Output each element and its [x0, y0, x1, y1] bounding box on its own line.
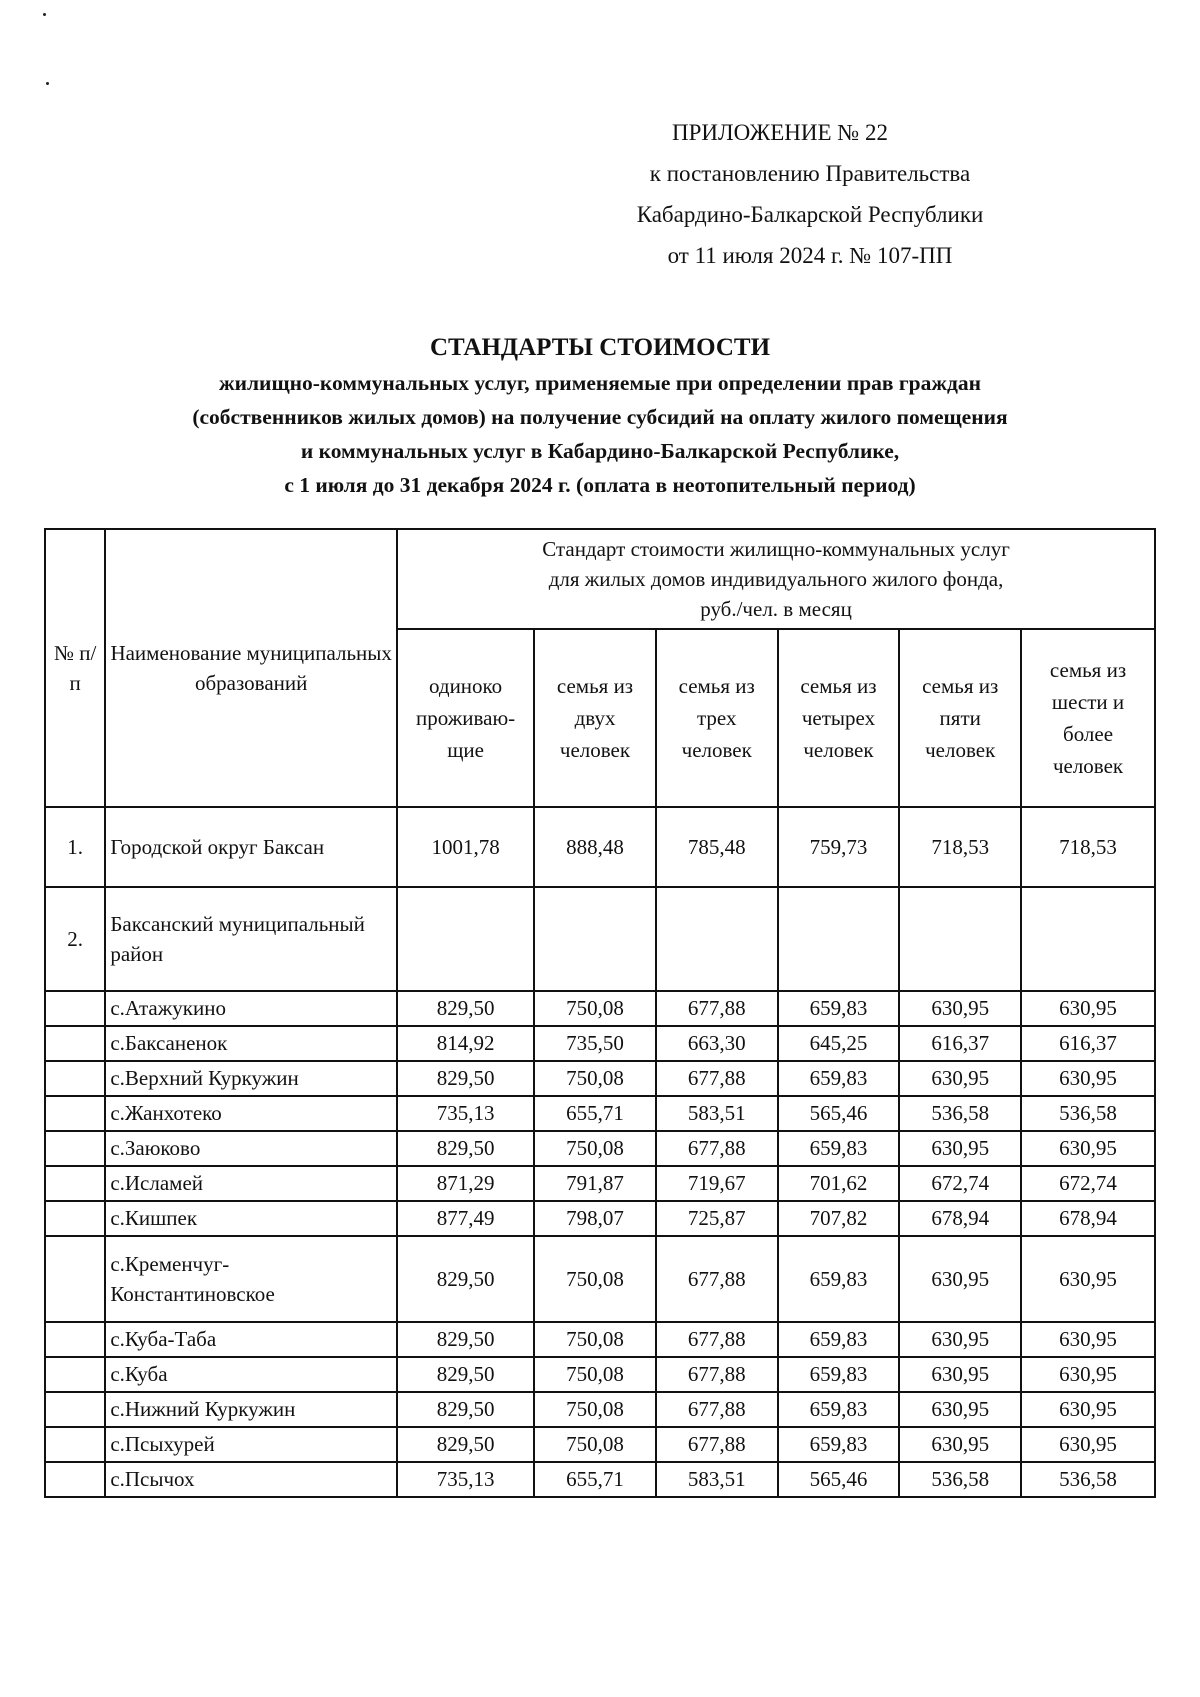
value-cell: 630,95	[1021, 1427, 1155, 1462]
value-cell: 536,58	[899, 1462, 1021, 1497]
value-cell: 677,88	[656, 1427, 778, 1462]
row-name: Городской округ Баксан	[105, 807, 397, 887]
row-name: с.Заюково	[105, 1131, 397, 1166]
title-line-3: и коммунальных услуг в Кабардино-Балкарской Республике,	[300, 439, 900, 463]
value-cell: 718,53	[899, 807, 1021, 887]
value-cell: 829,50	[397, 1236, 534, 1322]
table-row	[45, 1462, 1155, 1497]
header-group-line-2: для жилых домов индивидуального жилого фонда,	[548, 567, 1004, 591]
value-cell: 678,94	[1021, 1201, 1155, 1236]
value-cell: 701,62	[778, 1166, 900, 1201]
value-cell: 659,83	[778, 1131, 900, 1166]
value-cell: 536,58	[899, 1096, 1021, 1131]
row-name: с.Нижний Куркужин	[105, 1392, 397, 1427]
row-name: с.Верхний Куркужин	[105, 1061, 397, 1096]
value-cell: 829,50	[397, 1322, 534, 1357]
value-cell: 565,46	[778, 1096, 900, 1131]
value-cell: 630,95	[1021, 1236, 1155, 1322]
value-cell: 719,67	[656, 1166, 778, 1201]
value-cell: 616,37	[899, 1026, 1021, 1061]
value-cell: 829,50	[397, 1392, 534, 1427]
row-name: с.Жанхотеко	[105, 1096, 397, 1131]
table-row	[45, 1026, 1155, 1061]
row-index	[45, 1392, 105, 1427]
value-cell: 630,95	[899, 1322, 1021, 1357]
table-row	[45, 807, 1155, 887]
title-main: СТАНДАРТЫ СТОИМОСТИ	[429, 334, 771, 361]
table-row	[45, 1357, 1155, 1392]
scan-speck	[46, 82, 49, 85]
row-name: с.Куба	[105, 1357, 397, 1392]
appendix-republic: Кабардино-Балкарской Республики	[636, 202, 984, 227]
value-cell: 655,71	[534, 1096, 656, 1131]
value-cell: 672,74	[1021, 1166, 1155, 1201]
value-cell: 677,88	[656, 1322, 778, 1357]
value-cell: 750,08	[534, 1427, 656, 1462]
row-index	[45, 1166, 105, 1201]
value-cell: 750,08	[534, 1131, 656, 1166]
header-col-six-plus: семья из шести и более человек	[1021, 629, 1155, 807]
value-cell: 659,83	[778, 1236, 900, 1322]
row-index: 2.	[45, 887, 105, 991]
value-cell: 630,95	[899, 1236, 1021, 1322]
value-cell: 630,95	[1021, 1322, 1155, 1357]
row-index	[45, 1322, 105, 1357]
value-cell: 750,08	[534, 1392, 656, 1427]
row-name: с.Атажукино	[105, 991, 397, 1026]
row-index	[45, 1061, 105, 1096]
value-cell	[778, 887, 900, 991]
value-cell: 659,83	[778, 1427, 900, 1462]
appendix-date: от 11 июля 2024 г. № 107-ПП	[667, 243, 953, 268]
appendix-number: ПРИЛОЖЕНИЕ № 22	[671, 120, 889, 145]
value-cell: 659,83	[778, 1392, 900, 1427]
title-line-4: с 1 июля до 31 декабря 2024 г. (оплата в неотопительный период)	[284, 473, 916, 497]
value-cell: 678,94	[899, 1201, 1021, 1236]
value-cell: 829,50	[397, 1357, 534, 1392]
value-cell: 677,88	[656, 1061, 778, 1096]
table-row	[45, 1061, 1155, 1096]
title-line-1: жилищно-коммунальных услуг, применяемые при определении прав граждан	[219, 371, 981, 395]
value-cell: 829,50	[397, 1061, 534, 1096]
value-cell: 725,87	[656, 1201, 778, 1236]
value-cell: 871,29	[397, 1166, 534, 1201]
row-name: Баксанский муниципальный район	[105, 887, 397, 991]
table-row	[45, 887, 1155, 991]
scan-speck	[43, 13, 46, 16]
value-cell: 616,37	[1021, 1026, 1155, 1061]
appendix-block	[560, 112, 1060, 276]
value-cell: 630,95	[1021, 1357, 1155, 1392]
row-index	[45, 1131, 105, 1166]
value-cell: 814,92	[397, 1026, 534, 1061]
document-title	[40, 330, 1160, 502]
value-cell: 630,95	[899, 1061, 1021, 1096]
value-cell: 630,95	[899, 1392, 1021, 1427]
value-cell: 785,48	[656, 807, 778, 887]
header-col-five: семья из пяти человек	[899, 629, 1021, 807]
value-cell: 630,95	[1021, 1392, 1155, 1427]
header-group-line-1: Стандарт стоимости жилищно-коммунальных услуг	[542, 537, 1010, 561]
value-cell: 829,50	[397, 991, 534, 1026]
value-cell: 750,08	[534, 991, 656, 1026]
value-cell: 759,73	[778, 807, 900, 887]
row-index	[45, 1462, 105, 1497]
value-cell: 677,88	[656, 1236, 778, 1322]
row-index	[45, 1427, 105, 1462]
value-cell: 735,13	[397, 1096, 534, 1131]
value-cell	[397, 887, 534, 991]
title-line-2: (собственников жилых домов) на получение субсидий на оплату жилого помещения	[192, 405, 1008, 429]
row-name: с.Псыхурей	[105, 1427, 397, 1462]
value-cell: 888,48	[534, 807, 656, 887]
value-cell: 677,88	[656, 991, 778, 1026]
value-cell: 583,51	[656, 1096, 778, 1131]
value-cell: 630,95	[899, 1131, 1021, 1166]
appendix-resolution: к постановлению Правительства	[649, 161, 971, 186]
value-cell: 536,58	[1021, 1462, 1155, 1497]
header-col-four: семья из четырех человек	[778, 629, 900, 807]
row-index	[45, 1201, 105, 1236]
row-index	[45, 1357, 105, 1392]
header-group	[397, 529, 1155, 629]
value-cell: 565,46	[778, 1462, 900, 1497]
value-cell	[1021, 887, 1155, 991]
table-row	[45, 1427, 1155, 1462]
value-cell: 677,88	[656, 1392, 778, 1427]
row-name: с.Кременчуг-Константиновское	[105, 1236, 397, 1322]
value-cell: 659,83	[778, 1061, 900, 1096]
standards-table	[44, 528, 1156, 1498]
row-name: с.Исламей	[105, 1166, 397, 1201]
value-cell: 630,95	[899, 991, 1021, 1026]
header-col-single: одиноко проживаю-щие	[397, 629, 534, 807]
header-name: Наименование муниципальных образований	[105, 529, 397, 807]
value-cell: 750,08	[534, 1357, 656, 1392]
value-cell: 677,88	[656, 1131, 778, 1166]
row-index	[45, 1236, 105, 1322]
value-cell: 583,51	[656, 1462, 778, 1497]
value-cell: 630,95	[1021, 991, 1155, 1026]
row-index	[45, 1096, 105, 1131]
value-cell	[656, 887, 778, 991]
value-cell	[534, 887, 656, 991]
table-row	[45, 1096, 1155, 1131]
table-row	[45, 1236, 1155, 1322]
value-cell: 672,74	[899, 1166, 1021, 1201]
value-cell: 791,87	[534, 1166, 656, 1201]
value-cell: 645,25	[778, 1026, 900, 1061]
value-cell: 655,71	[534, 1462, 656, 1497]
value-cell: 718,53	[1021, 807, 1155, 887]
header-num: № п/п	[45, 529, 105, 807]
table-row	[45, 991, 1155, 1026]
value-cell: 750,08	[534, 1236, 656, 1322]
row-name: с.Псычох	[105, 1462, 397, 1497]
value-cell: 536,58	[1021, 1096, 1155, 1131]
row-index	[45, 1026, 105, 1061]
value-cell: 630,95	[899, 1357, 1021, 1392]
row-index	[45, 991, 105, 1026]
value-cell: 829,50	[397, 1427, 534, 1462]
value-cell: 735,13	[397, 1462, 534, 1497]
header-col-three: семья из трех человек	[656, 629, 778, 807]
value-cell: 630,95	[1021, 1131, 1155, 1166]
value-cell: 798,07	[534, 1201, 656, 1236]
value-cell: 877,49	[397, 1201, 534, 1236]
value-cell: 663,30	[656, 1026, 778, 1061]
value-cell: 707,82	[778, 1201, 900, 1236]
row-name: с.Куба-Таба	[105, 1322, 397, 1357]
value-cell: 630,95	[899, 1427, 1021, 1462]
value-cell: 630,95	[1021, 1061, 1155, 1096]
value-cell: 735,50	[534, 1026, 656, 1061]
row-index: 1.	[45, 807, 105, 887]
table-row	[45, 1322, 1155, 1357]
table-row	[45, 1131, 1155, 1166]
table-row	[45, 1201, 1155, 1236]
table-row	[45, 1166, 1155, 1201]
value-cell: 677,88	[656, 1357, 778, 1392]
row-name: с.Кишпек	[105, 1201, 397, 1236]
value-cell	[899, 887, 1021, 991]
value-cell: 750,08	[534, 1061, 656, 1096]
header-group-line-3: руб./чел. в месяц	[700, 597, 852, 621]
row-name: с.Баксаненок	[105, 1026, 397, 1061]
value-cell: 659,83	[778, 1357, 900, 1392]
value-cell: 829,50	[397, 1131, 534, 1166]
value-cell: 659,83	[778, 991, 900, 1026]
header-col-two: семья из двух человек	[534, 629, 656, 807]
value-cell: 750,08	[534, 1322, 656, 1357]
value-cell: 659,83	[778, 1322, 900, 1357]
table-row	[45, 1392, 1155, 1427]
value-cell: 1001,78	[397, 807, 534, 887]
